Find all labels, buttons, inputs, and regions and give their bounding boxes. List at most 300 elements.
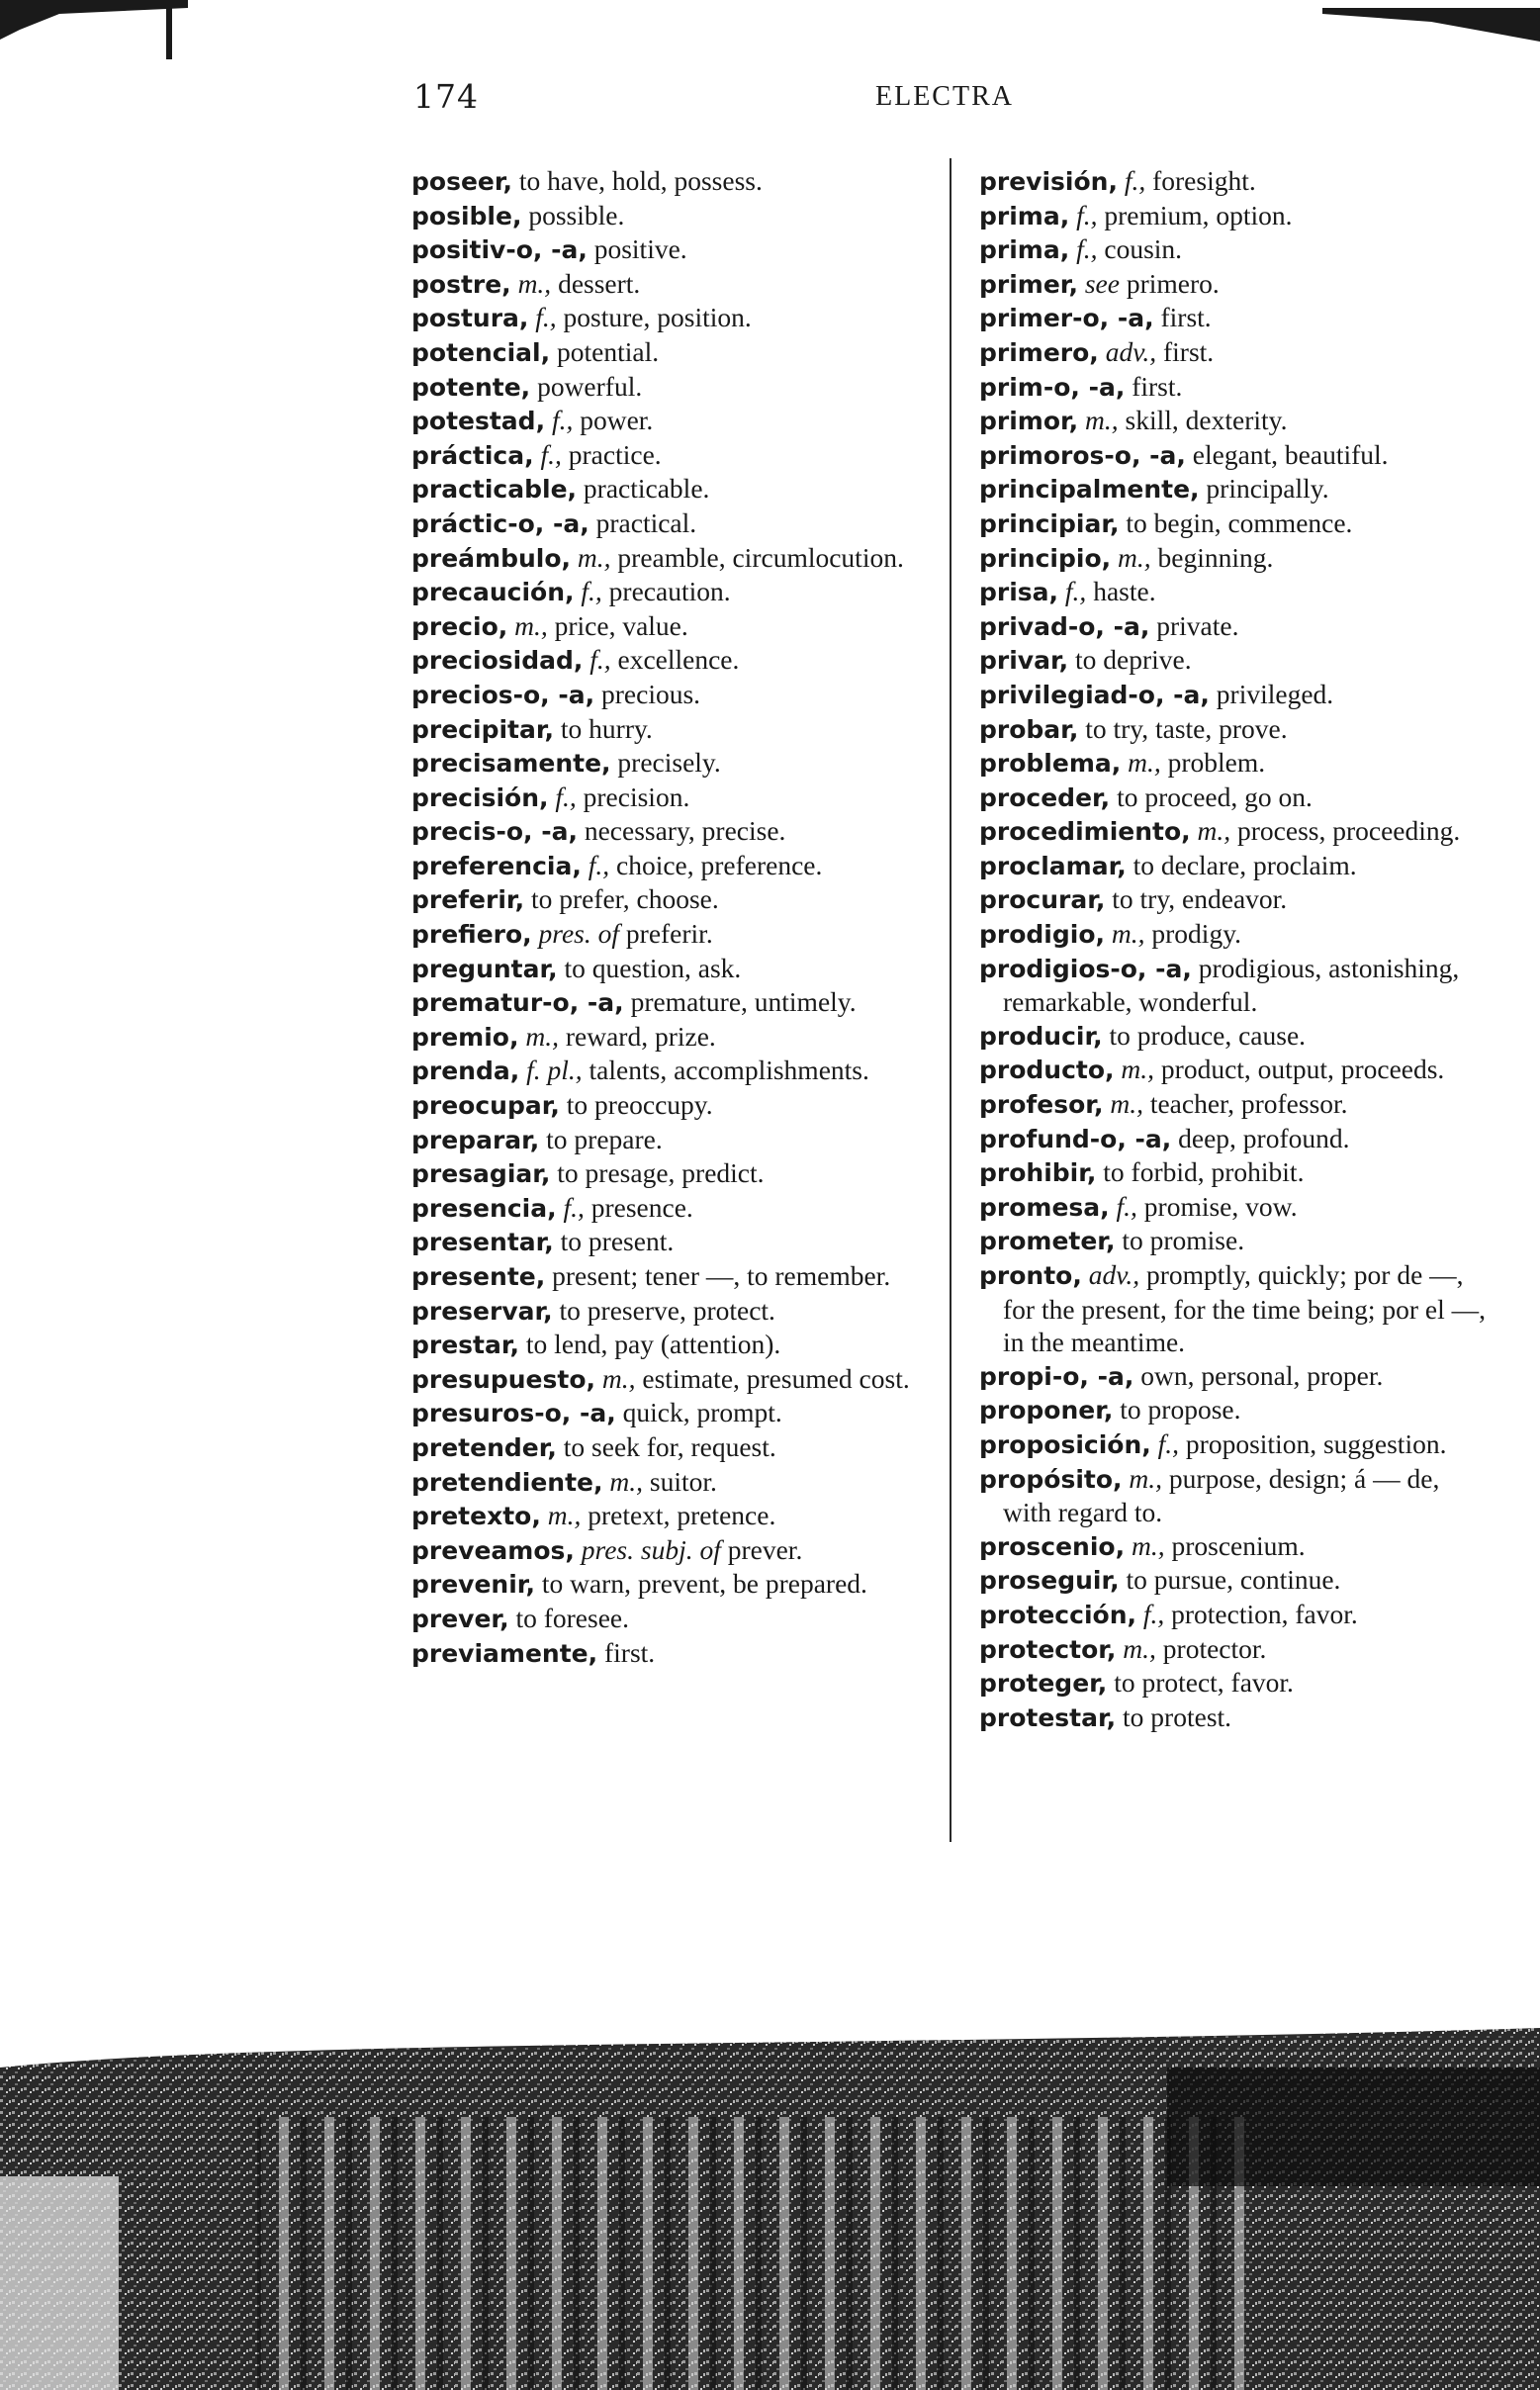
- entry-definition: to preserve, protect.: [552, 1294, 775, 1326]
- dictionary-entry: [411, 1191, 921, 1226]
- entry-definition: prodigy.: [1144, 918, 1242, 950]
- entry-definition: principally.: [1199, 473, 1329, 505]
- entry-grammar: see: [1077, 267, 1120, 299]
- dictionary-entry: [979, 1598, 1494, 1632]
- dictionary-entry: [979, 882, 1494, 917]
- entry-headword: prometer,: [979, 1227, 1116, 1256]
- dictionary-entry: [411, 882, 921, 917]
- entry-definition: to seek for, request.: [556, 1430, 776, 1462]
- entry-grammar: f.,: [1069, 233, 1098, 265]
- dictionary-entry: [411, 1156, 921, 1191]
- entry-headword: práctic-o, -a,: [411, 508, 589, 538]
- dictionary-entry: [411, 232, 921, 267]
- dictionary-entry: [411, 301, 921, 335]
- entry-headword: protestar,: [979, 1702, 1117, 1732]
- entry-definition: excellence.: [610, 644, 740, 676]
- entry-grammar: f.,: [581, 849, 610, 880]
- entry-headword: potencial,: [411, 337, 551, 367]
- dictionary-entry: [979, 438, 1494, 473]
- entry-definition: product, output, proceeds.: [1154, 1054, 1445, 1085]
- dictionary-entry: [979, 506, 1494, 541]
- entry-definition: to try, taste, prove.: [1078, 712, 1288, 744]
- entry-definition: possible.: [521, 199, 625, 230]
- entry-definition: to protest.: [1116, 1701, 1232, 1732]
- entry-headword: profund-o, -a,: [979, 1124, 1172, 1153]
- entry-grammar: f.,: [556, 1191, 585, 1223]
- entry-headword: principalmente,: [979, 475, 1200, 505]
- dictionary-entry: [411, 678, 921, 712]
- entry-definition: cousin.: [1097, 233, 1183, 265]
- entry-definition: to promise.: [1115, 1225, 1245, 1256]
- dictionary-entry: [979, 952, 1494, 1019]
- dictionary-entry: [979, 1258, 1494, 1359]
- dictionary-entry: [979, 849, 1494, 883]
- dictionary-entry: [411, 1636, 921, 1671]
- dictionary-entry: [979, 335, 1494, 370]
- entry-headword: preferir,: [411, 885, 525, 915]
- dictionary-entry: [411, 438, 921, 473]
- entry-definition: promise, vow.: [1136, 1190, 1298, 1222]
- dictionary-entry: [411, 164, 921, 199]
- entry-grammar: m.,: [510, 267, 552, 299]
- dictionary-entry: [979, 1122, 1494, 1156]
- dictionary-entry: [979, 232, 1494, 267]
- dictionary-entry: [411, 1362, 921, 1397]
- entry-grammar: m.,: [1122, 1462, 1163, 1494]
- dictionary-entry: [411, 1396, 921, 1430]
- left-column: [411, 164, 921, 1670]
- entry-headword: prohibir,: [979, 1158, 1097, 1188]
- dictionary-entry: [979, 1529, 1494, 1564]
- dictionary-entry: [979, 1155, 1494, 1190]
- dictionary-entry: [979, 1462, 1494, 1529]
- entry-headword: positiv-o, -a,: [411, 235, 588, 265]
- entry-headword: previsión,: [979, 167, 1118, 196]
- entry-definition: proscenium.: [1164, 1529, 1306, 1561]
- entry-grammar: m.,: [518, 1020, 559, 1052]
- entry-definition: beginning.: [1150, 541, 1274, 573]
- entry-headword: preguntar,: [411, 954, 558, 983]
- entry-definition: purpose, design; á — de, with regard to.: [1003, 1462, 1440, 1528]
- dictionary-entry: [411, 472, 921, 506]
- dictionary-entry: [979, 678, 1494, 712]
- dictionary-entry: [411, 1020, 921, 1055]
- entry-definition: practice.: [561, 438, 662, 470]
- entry-definition: to proceed, go on.: [1110, 781, 1313, 812]
- entry-headword: promesa,: [979, 1192, 1110, 1222]
- entry-definition: precisely.: [610, 747, 721, 779]
- page-number: 174: [413, 77, 479, 116]
- dictionary-entry: [411, 712, 921, 747]
- entry-definition: precaution.: [601, 576, 731, 607]
- entry-headword: privad-o, -a,: [979, 611, 1150, 641]
- dictionary-entry: [979, 1666, 1494, 1701]
- entry-definition: preferir.: [619, 918, 713, 950]
- entry-headword: producir,: [979, 1021, 1103, 1051]
- entry-definition: to prepare.: [539, 1123, 663, 1154]
- dictionary-entry: [411, 814, 921, 849]
- entry-headword: propósito,: [979, 1464, 1123, 1494]
- entry-definition: prodigious, astonishing, remarkable, wonderful.: [1003, 952, 1460, 1018]
- entry-headword: práctica,: [411, 440, 534, 470]
- dictionary-entry: [979, 643, 1494, 678]
- scan-edge-top-left: [0, 0, 188, 59]
- dictionary-entry: [411, 781, 921, 815]
- entry-definition: first.: [1125, 370, 1183, 402]
- entry-headword: preveamos,: [411, 1535, 575, 1565]
- entry-headword: preparar,: [411, 1125, 540, 1154]
- dictionary-entry: [411, 985, 921, 1020]
- dictionary-entry: [979, 1563, 1494, 1598]
- entry-definition: first.: [1153, 302, 1212, 333]
- entry-definition: to question, ask.: [557, 952, 742, 983]
- dictionary-entry: [411, 575, 921, 609]
- entry-definition: precision.: [576, 781, 690, 812]
- right-column: [979, 164, 1494, 1734]
- dictionary-entry: [979, 1359, 1494, 1394]
- entry-grammar: m.,: [1190, 815, 1231, 847]
- entry-definition: to lend, pay (attention).: [519, 1329, 781, 1360]
- entry-definition: first.: [597, 1636, 656, 1668]
- entry-headword: proscenio,: [979, 1531, 1126, 1561]
- entry-headword: preservar,: [411, 1296, 553, 1326]
- dictionary-entry: [979, 404, 1494, 438]
- entry-headword: proponer,: [979, 1396, 1114, 1425]
- dictionary-entry: [411, 1499, 921, 1533]
- entry-headword: proposición,: [979, 1429, 1151, 1459]
- entry-headword: prestar,: [411, 1331, 520, 1360]
- entry-definition: quick, prompt.: [615, 1397, 782, 1428]
- entry-headword: precio,: [411, 611, 508, 641]
- entry-grammar: f.,: [1109, 1190, 1137, 1222]
- entry-definition: reward, prize.: [558, 1020, 716, 1052]
- entry-grammar: adv.,: [1081, 1259, 1140, 1290]
- entry-headword: presupuesto,: [411, 1364, 596, 1394]
- entry-headword: presuros-o, -a,: [411, 1399, 616, 1428]
- dictionary-entry: [411, 643, 921, 678]
- entry-definition: preamble, circumlocution.: [610, 541, 904, 573]
- dictionary-entry: [979, 1087, 1494, 1122]
- entry-grammar: f.,: [1135, 1598, 1165, 1629]
- entry-definition: precious.: [594, 678, 701, 709]
- entry-grammar: pres. subj. of: [574, 1533, 721, 1565]
- running-head: ELECTRA: [875, 81, 1014, 112]
- entry-headword: protector,: [979, 1634, 1117, 1664]
- entry-definition: pretext, pretence.: [581, 1500, 776, 1531]
- entry-definition: choice, preference.: [609, 849, 823, 880]
- entry-headword: proseguir,: [979, 1566, 1120, 1596]
- entry-headword: potestad,: [411, 407, 546, 436]
- entry-definition: proposition, suggestion.: [1179, 1427, 1447, 1459]
- dictionary-entry: [411, 1088, 921, 1123]
- dictionary-entry: [411, 1259, 921, 1294]
- entry-definition: to try, endeavor.: [1105, 883, 1288, 915]
- entry-definition: elegant, beautiful.: [1185, 438, 1389, 470]
- entry-grammar: f.,: [533, 438, 562, 470]
- dictionary-entry: [979, 301, 1494, 335]
- dictionary-entry: [979, 541, 1494, 576]
- entry-headword: presencia,: [411, 1193, 557, 1223]
- dictionary-entry: [979, 472, 1494, 506]
- dictionary-entry: [411, 1602, 921, 1636]
- dictionary-entry: [979, 1190, 1494, 1225]
- entry-grammar: f.,: [1058, 576, 1087, 607]
- dictionary-entry: [979, 164, 1494, 199]
- dictionary-entry: [411, 1123, 921, 1157]
- entry-headword: prodigios-o, -a,: [979, 954, 1192, 983]
- entry-headword: prisa,: [979, 578, 1059, 607]
- entry-grammar: f.,: [545, 405, 574, 436]
- dictionary-entry: [411, 506, 921, 541]
- entry-definition: suitor.: [643, 1465, 717, 1497]
- entry-headword: prima,: [979, 201, 1070, 230]
- entry-grammar: m.,: [1114, 1054, 1155, 1085]
- dictionary-entry: [411, 267, 921, 302]
- entry-definition: positive.: [587, 233, 687, 265]
- entry-definition: to deprive.: [1068, 644, 1192, 676]
- entry-grammar: f.,: [1150, 1427, 1180, 1459]
- entry-definition: problem.: [1160, 747, 1266, 779]
- entry-headword: primer,: [979, 269, 1078, 299]
- entry-definition: to begin, commence.: [1119, 506, 1353, 538]
- dictionary-entry: [411, 1054, 921, 1088]
- dictionary-entry: [411, 199, 921, 233]
- entry-headword: probar,: [979, 714, 1079, 744]
- entry-headword: problema,: [979, 749, 1122, 779]
- dictionary-entry: [979, 746, 1494, 781]
- dictionary-entry: [979, 1632, 1494, 1667]
- entry-headword: postura,: [411, 304, 529, 333]
- entry-definition: private.: [1149, 609, 1239, 641]
- entry-definition: own, personal, proper.: [1133, 1359, 1384, 1391]
- entry-definition: talents, accomplishments.: [582, 1055, 869, 1086]
- entry-headword: prematur-o, -a,: [411, 988, 624, 1018]
- entry-headword: privilegiad-o, -a,: [979, 680, 1210, 709]
- entry-definition: practicable.: [577, 473, 710, 505]
- dictionary-entry: [979, 1019, 1494, 1054]
- entry-definition: to pursue, continue.: [1119, 1564, 1341, 1596]
- dictionary-entry: [411, 541, 921, 576]
- entry-definition: powerful.: [530, 370, 643, 402]
- entry-grammar: f.,: [574, 576, 602, 607]
- entry-definition: haste.: [1086, 576, 1156, 607]
- entry-headword: pretexto,: [411, 1502, 541, 1531]
- entry-headword: precisamente,: [411, 749, 611, 779]
- entry-headword: preocupar,: [411, 1091, 560, 1121]
- entry-headword: potente,: [411, 372, 531, 402]
- entry-definition: to hurry.: [554, 712, 653, 744]
- entry-headword: proceder,: [979, 782, 1111, 812]
- entry-headword: proclamar,: [979, 851, 1127, 880]
- entry-headword: posible,: [411, 201, 522, 230]
- entry-grammar: pres. of: [531, 918, 620, 950]
- entry-definition: privileged.: [1209, 678, 1334, 709]
- entry-definition: power.: [573, 405, 654, 436]
- entry-definition: primero.: [1119, 267, 1220, 299]
- entry-headword: principiar,: [979, 508, 1120, 538]
- dictionary-entry: [411, 609, 921, 644]
- entry-headword: premio,: [411, 1022, 519, 1052]
- entry-definition: necessary, precise.: [577, 815, 786, 847]
- entry-grammar: adv.,: [1098, 335, 1157, 367]
- dictionary-entry: [979, 370, 1494, 405]
- dictionary-entry: [411, 917, 921, 952]
- entry-headword: profesor,: [979, 1090, 1104, 1120]
- entry-headword: proteger,: [979, 1669, 1108, 1699]
- dictionary-entry: [411, 404, 921, 438]
- entry-headword: protección,: [979, 1600, 1136, 1629]
- entry-grammar: m.,: [1103, 1088, 1143, 1120]
- entry-grammar: m.,: [595, 1362, 636, 1394]
- entry-definition: to present.: [553, 1226, 675, 1257]
- entry-headword: procedimiento,: [979, 817, 1191, 847]
- entry-headword: prim-o, -a,: [979, 372, 1126, 402]
- scan-edge-top-right: [1283, 0, 1540, 45]
- scan-bottom-shadow: [0, 2028, 1540, 2390]
- entry-grammar: m.,: [1116, 1632, 1156, 1664]
- entry-definition: promptly, quickly; por de —, for the present, for the time being; por el —, in the meantime.: [1003, 1259, 1486, 1358]
- dictionary-entry: [979, 1701, 1494, 1735]
- entry-headword: pretendiente,: [411, 1467, 603, 1497]
- dictionary-entry: [411, 849, 921, 883]
- dictionary-entry: [979, 1393, 1494, 1427]
- dictionary-entry: [979, 575, 1494, 609]
- entry-headword: precisión,: [411, 782, 549, 812]
- dictionary-entry: [979, 814, 1494, 849]
- entry-headword: primoros-o, -a,: [979, 440, 1186, 470]
- dictionary-entry: [411, 1225, 921, 1259]
- entry-headword: principio,: [979, 543, 1112, 573]
- entry-definition: skill, dexterity.: [1118, 405, 1288, 436]
- entry-headword: preferencia,: [411, 851, 582, 880]
- entry-definition: to have, hold, possess.: [512, 165, 763, 196]
- dictionary-entry: [979, 917, 1494, 952]
- dictionary-entry: [411, 1430, 921, 1465]
- entry-grammar: f.,: [583, 644, 611, 676]
- entry-definition: premature, untimely.: [623, 986, 857, 1018]
- entry-headword: presentar,: [411, 1228, 554, 1257]
- entry-definition: first.: [1156, 335, 1215, 367]
- dictionary-entry: [979, 712, 1494, 747]
- dictionary-entry: [411, 1294, 921, 1329]
- entry-headword: prenda,: [411, 1057, 520, 1086]
- entry-grammar: f.,: [528, 302, 557, 333]
- entry-grammar: m.,: [1125, 1529, 1165, 1561]
- entry-headword: prodigio,: [979, 920, 1106, 950]
- dictionary-entry: [411, 1533, 921, 1568]
- entry-headword: previamente,: [411, 1638, 598, 1668]
- entry-headword: precios-o, -a,: [411, 680, 595, 709]
- dictionary-entry: [411, 370, 921, 405]
- entry-grammar: f.,: [1069, 199, 1098, 230]
- entry-headword: pronto,: [979, 1261, 1082, 1290]
- dictionary-entry: [979, 1053, 1494, 1087]
- entry-definition: to declare, proclaim.: [1126, 849, 1357, 880]
- entry-grammar: m.,: [507, 609, 548, 641]
- entry-headword: primor,: [979, 407, 1079, 436]
- entry-headword: preámbulo,: [411, 543, 572, 573]
- dictionary-entry: [979, 781, 1494, 815]
- dictionary-entry: [411, 335, 921, 370]
- entry-definition: protection, favor.: [1164, 1598, 1358, 1629]
- entry-headword: presente,: [411, 1262, 546, 1291]
- entry-definition: to warn, prevent, be prepared.: [534, 1568, 867, 1600]
- entry-headword: procurar,: [979, 885, 1106, 915]
- entry-headword: practicable,: [411, 475, 578, 505]
- entry-definition: price, value.: [547, 609, 688, 641]
- dictionary-entry: [411, 1465, 921, 1500]
- entry-definition: to protect, favor.: [1107, 1667, 1294, 1699]
- entry-definition: deep, profound.: [1171, 1122, 1350, 1153]
- entry-headword: prever,: [411, 1604, 509, 1633]
- entry-definition: teacher, professor.: [1142, 1088, 1348, 1120]
- entry-definition: to prefer, choose.: [524, 883, 719, 915]
- dictionary-entry: [411, 1328, 921, 1362]
- entry-headword: pretender,: [411, 1432, 557, 1462]
- entry-headword: primer-o, -a,: [979, 304, 1154, 333]
- entry-definition: practical.: [589, 506, 697, 538]
- entry-grammar: f. pl.,: [519, 1055, 583, 1086]
- entry-definition: to forbid, prohibit.: [1096, 1156, 1305, 1188]
- entry-grammar: f.,: [548, 781, 577, 812]
- entry-definition: estimate, presumed cost.: [635, 1362, 910, 1394]
- entry-definition: presence.: [584, 1191, 693, 1223]
- entry-definition: process, proceeding.: [1230, 815, 1461, 847]
- entry-definition: posture, position.: [556, 302, 752, 333]
- column-divider: [950, 158, 951, 1842]
- entry-definition: to produce, cause.: [1102, 1019, 1307, 1051]
- entry-definition: to preoccupy.: [559, 1089, 713, 1121]
- dictionary-entry: [979, 609, 1494, 644]
- dictionary-entry: [411, 952, 921, 986]
- entry-headword: privar,: [979, 646, 1069, 676]
- entry-grammar: m.,: [1121, 747, 1161, 779]
- entry-definition: prever.: [720, 1533, 803, 1565]
- entry-headword: precaución,: [411, 578, 575, 607]
- entry-grammar: f.,: [1117, 165, 1146, 196]
- entry-grammar: m.,: [602, 1465, 644, 1497]
- entry-headword: preciosidad,: [411, 646, 584, 676]
- dictionary-entry: [979, 199, 1494, 233]
- entry-grammar: m.,: [571, 541, 611, 573]
- entry-definition: protector.: [1155, 1632, 1267, 1664]
- entry-grammar: m.,: [1105, 918, 1145, 950]
- entry-headword: precis-o, -a,: [411, 817, 578, 847]
- dictionary-entry: [411, 746, 921, 781]
- dictionary-entry: [979, 1427, 1494, 1462]
- entry-definition: present; tener —, to remember.: [545, 1260, 891, 1291]
- entry-headword: prima,: [979, 235, 1070, 265]
- entry-definition: potential.: [550, 335, 660, 367]
- entry-headword: producto,: [979, 1056, 1115, 1085]
- entry-grammar: m.,: [540, 1500, 582, 1531]
- entry-headword: postre,: [411, 269, 511, 299]
- entry-definition: foresight.: [1145, 165, 1256, 196]
- entry-grammar: m.,: [1111, 541, 1151, 573]
- entry-headword: poseer,: [411, 167, 513, 196]
- entry-definition: to foresee.: [508, 1602, 629, 1633]
- entry-definition: to propose.: [1113, 1394, 1241, 1425]
- entry-definition: dessert.: [551, 267, 641, 299]
- entry-headword: presagiar,: [411, 1159, 551, 1189]
- entry-headword: precipitar,: [411, 714, 555, 744]
- entry-definition: to presage, predict.: [550, 1157, 765, 1189]
- entry-headword: primero,: [979, 337, 1099, 367]
- entry-headword: propi-o, -a,: [979, 1361, 1134, 1391]
- dictionary-entry: [979, 1224, 1494, 1258]
- dictionary-entry: [411, 1567, 921, 1602]
- entry-headword: prefiero,: [411, 920, 532, 950]
